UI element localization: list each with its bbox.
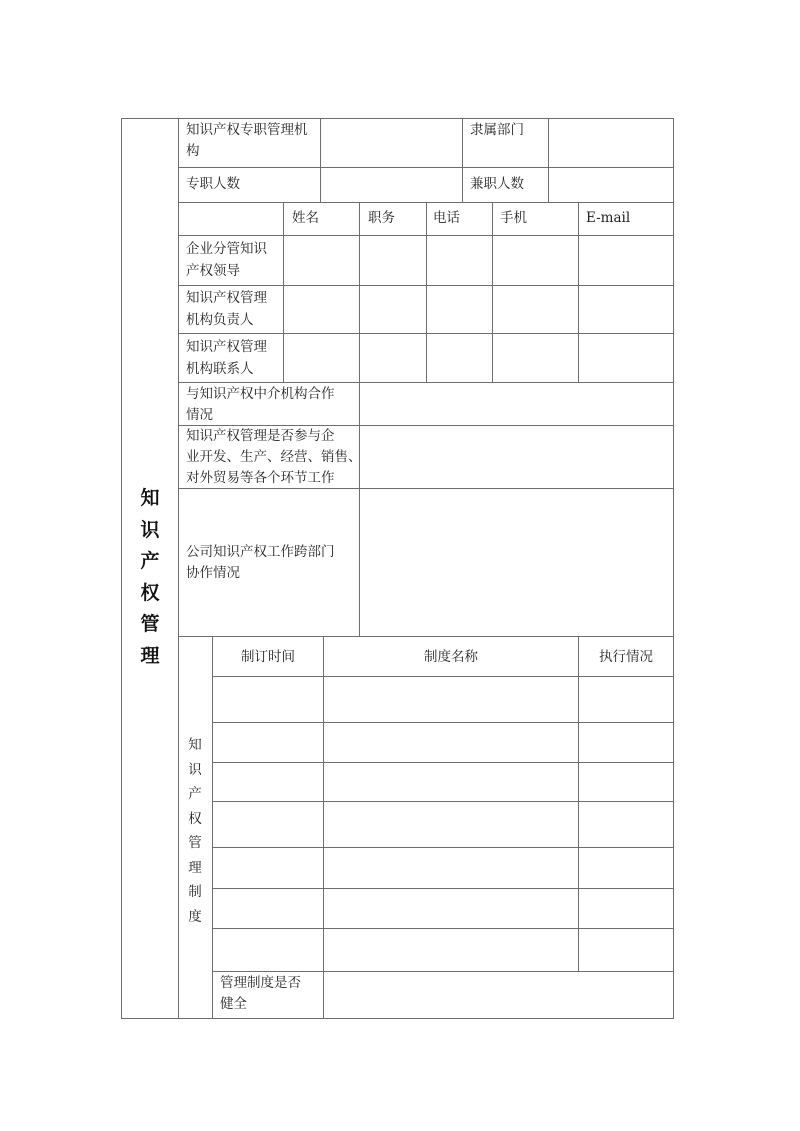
section-title <box>135 483 165 672</box>
header-email: E-mail <box>586 210 631 226</box>
section-title-char: 产 <box>140 550 160 572</box>
table-border-left <box>121 118 122 1019</box>
system-side-label: 知 识 产 权 管 理 制 度 <box>188 737 202 925</box>
section-title-char: 管 <box>140 613 160 635</box>
dept-label: 隶属部门 <box>470 122 524 138</box>
system-completeness-field[interactable] <box>324 972 673 1018</box>
header-phone: 电话 <box>433 210 460 226</box>
participation-label: 知识产权管理是否参与企 业开发、生产、经营、销售、 对外贸易等各个环节工作 <box>186 428 362 486</box>
ip-org-label: 知识产权专职管理机 构 <box>186 122 308 159</box>
participation-field[interactable] <box>360 426 673 488</box>
ip-org-field[interactable] <box>321 119 462 167</box>
col-divider <box>578 202 579 383</box>
parttime-count-label: 兼职人数 <box>470 176 524 192</box>
system-row[interactable] <box>213 889 673 928</box>
col-divider <box>283 202 284 383</box>
cross-dept-label: 公司知识产权工作跨部门 协作情况 <box>186 544 335 581</box>
col-divider <box>492 202 493 383</box>
row-divider <box>178 636 674 637</box>
col-divider <box>462 118 463 203</box>
parttime-count-field[interactable] <box>549 168 673 202</box>
contact-row-label: 知识产权管理 机构联系人 <box>186 339 267 377</box>
section-title-char: 理 <box>140 644 160 667</box>
system-row[interactable] <box>213 723 673 762</box>
agency-cooperation-label: 与知识产权中介机构合作 情况 <box>186 386 335 423</box>
section-title-char: 权 <box>140 581 160 604</box>
section-column-divider <box>178 118 179 1019</box>
system-row[interactable] <box>213 677 673 722</box>
table-border-bottom <box>121 1018 674 1019</box>
section-title-char: 识 <box>140 518 160 541</box>
system-row[interactable] <box>213 802 673 847</box>
system-row[interactable] <box>213 929 673 971</box>
header-position: 职务 <box>368 210 395 226</box>
fulltime-count-field[interactable] <box>321 168 462 202</box>
system-completeness-label: 管理制度是否 健全 <box>220 975 301 1012</box>
system-row[interactable] <box>213 848 673 888</box>
contact-row-label: 知识产权管理 机构负责人 <box>186 290 267 328</box>
table-border-right <box>673 118 674 1019</box>
header-mobile: 手机 <box>500 210 527 226</box>
section-title-char: 知 <box>140 487 160 509</box>
col-divider <box>426 202 427 383</box>
system-row[interactable] <box>213 763 673 801</box>
header-enact-date: 制订时间 <box>241 649 295 665</box>
header-system-name: 制度名称 <box>424 649 478 665</box>
fulltime-count-label: 专职人数 <box>186 176 240 192</box>
dept-field[interactable] <box>549 119 673 167</box>
cross-dept-field[interactable] <box>360 489 673 636</box>
agency-cooperation-field[interactable] <box>360 383 673 425</box>
header-name: 姓名 <box>292 210 319 226</box>
header-execution: 执行情况 <box>599 649 653 665</box>
contact-row-label: 企业分管知识 产权领导 <box>186 241 267 279</box>
